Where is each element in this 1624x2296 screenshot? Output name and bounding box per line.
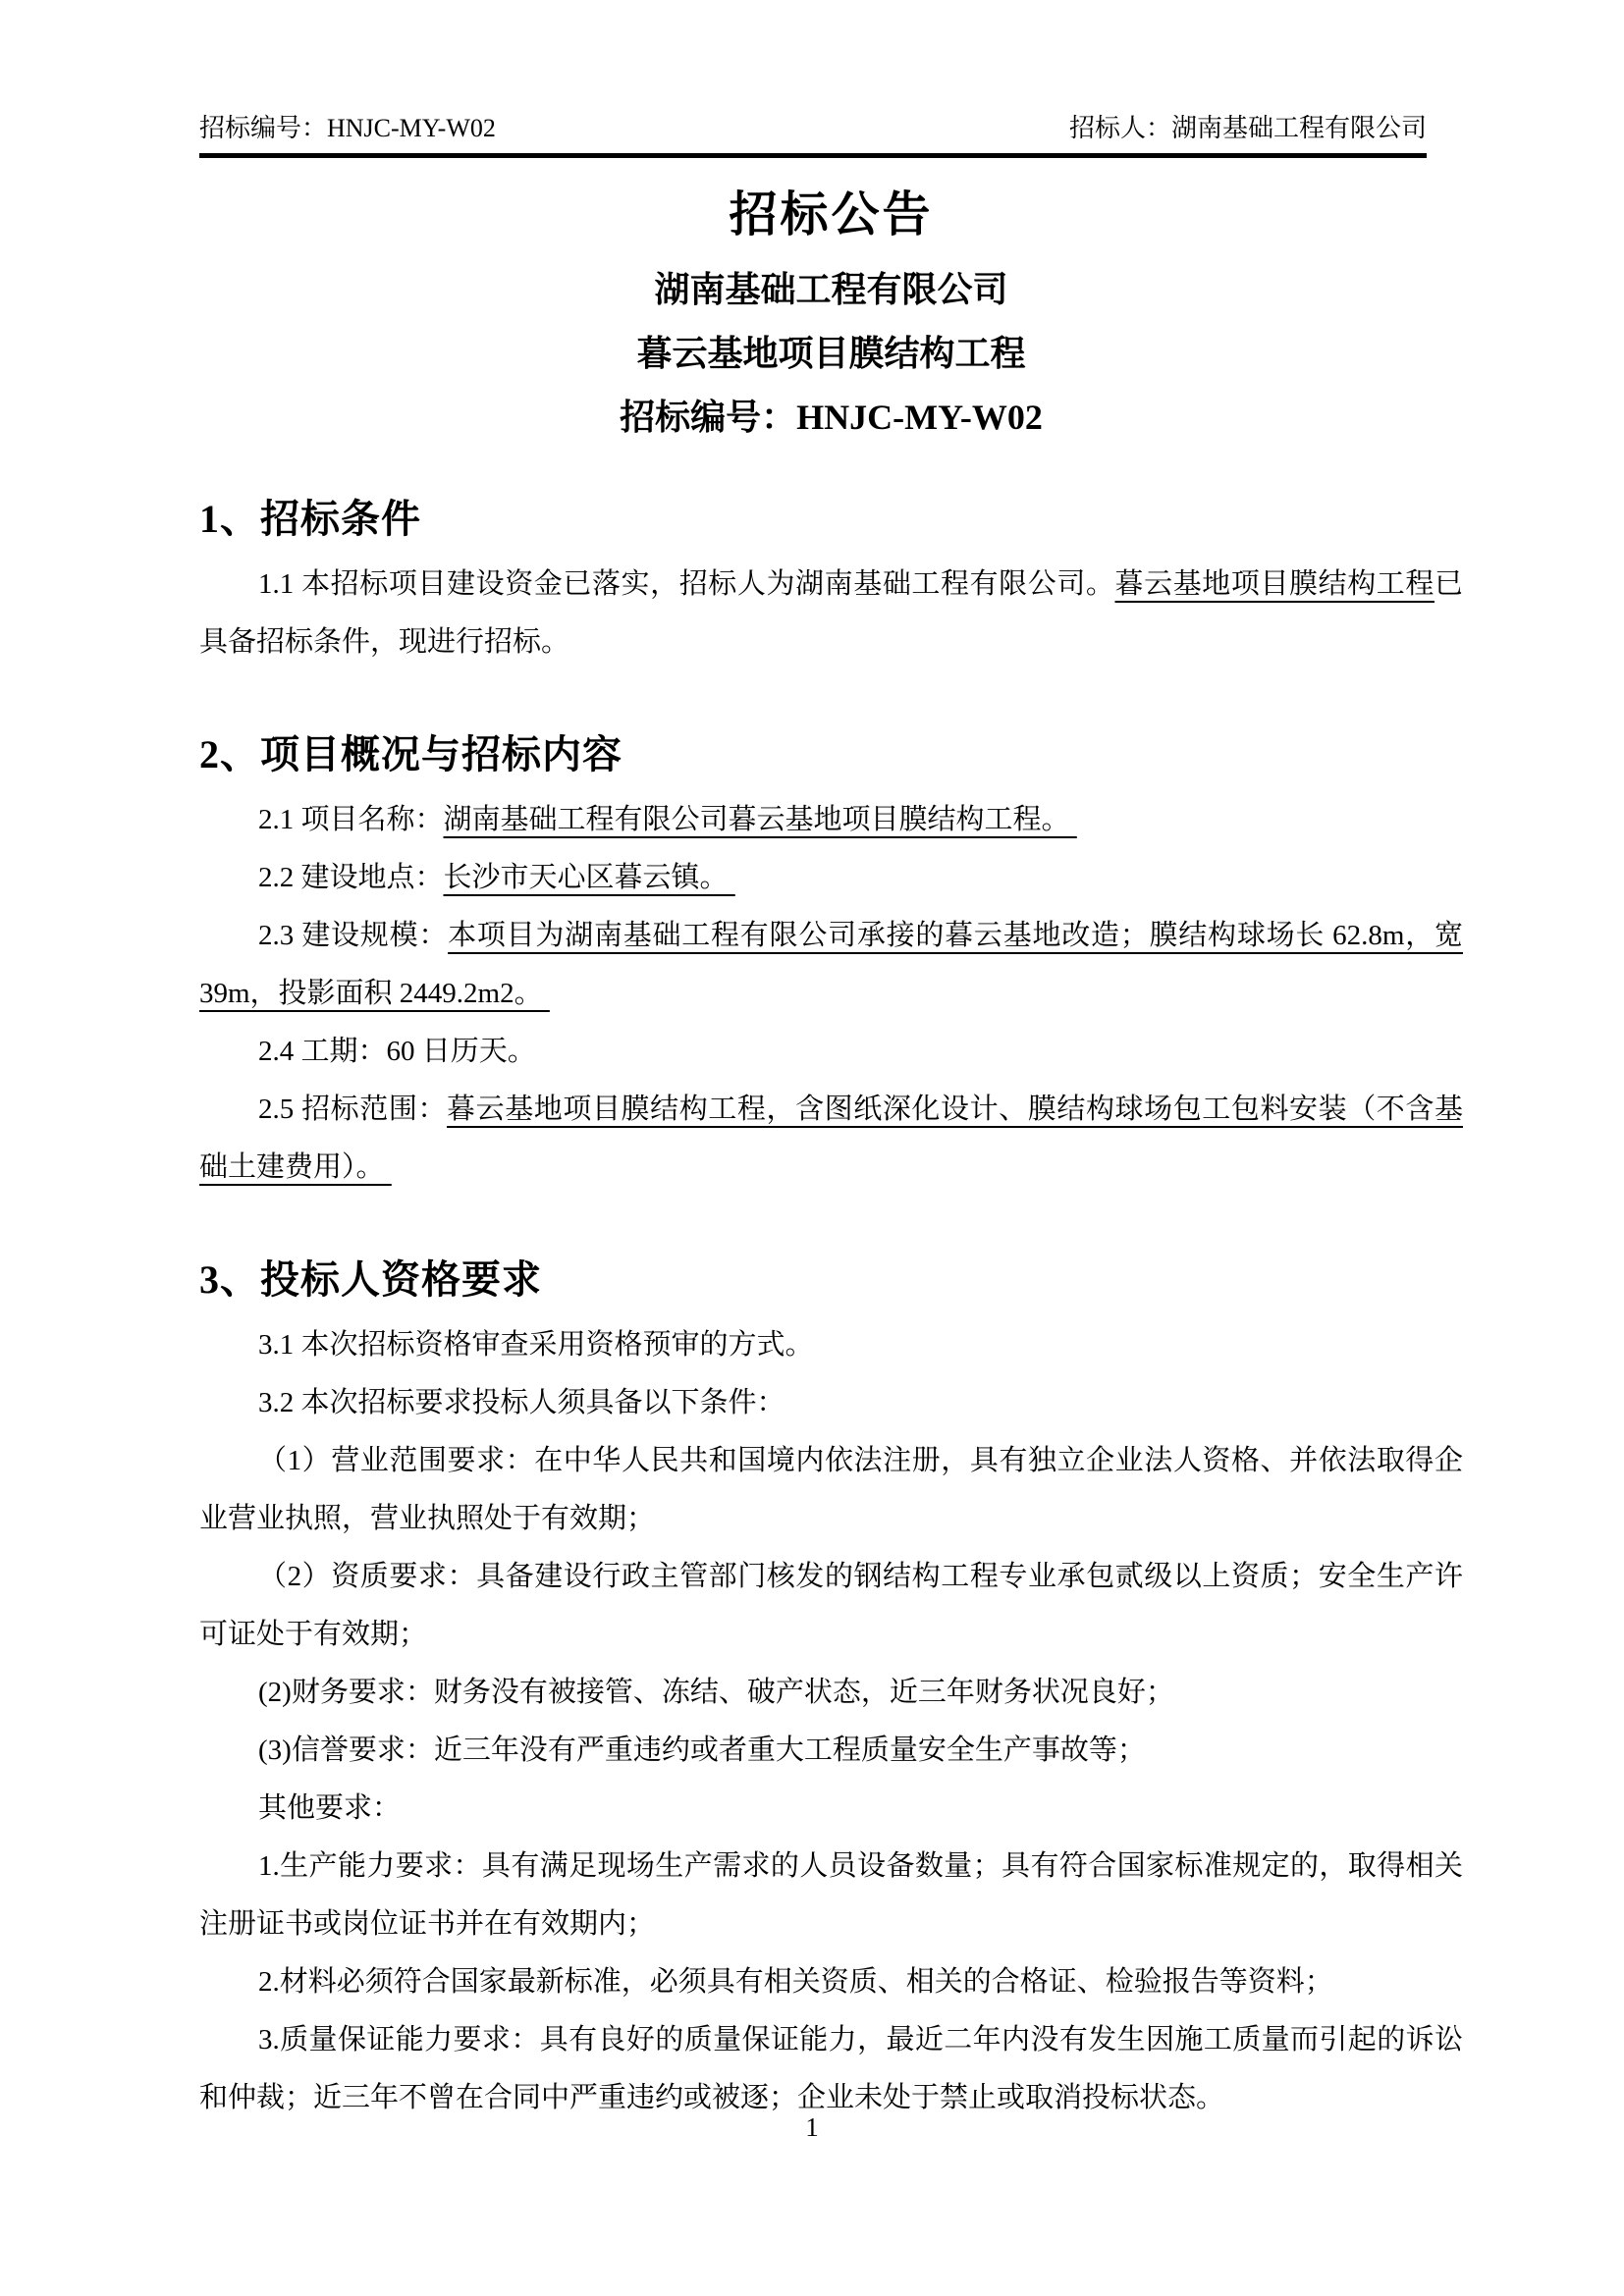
- paragraph-2-2-value: 长沙市天心区暮云镇。: [443, 862, 735, 893]
- page-number: 1: [805, 2112, 819, 2142]
- paragraph-3-2: 3.2 本次招标要求投标人须具备以下条件：: [258, 1387, 785, 1418]
- paragraph-3-2-finance: (2)财务要求：财务没有被接管、冻结、破产状态，近三年财务状况良好；: [258, 1677, 1174, 1708]
- paragraph-2-3-value: 本项目为湖南基础工程有限公司承接的暮云基地改造；膜结构球场长 62.8m，宽39m，投影面积 2449.2m2。: [199, 920, 1463, 1009]
- paragraph-3-2-capability: 1.生产能力要求：具有满足现场生产需求的人员设备数量；具有符合国家标准规定的，取得相关注册证书或岗位证书并在有效期内；: [199, 1850, 1463, 1940]
- paragraph-1-1-underlined-text: 暮云基地项目膜结构工程: [1114, 568, 1435, 600]
- section-3-heading: 3、投标人资格要求: [199, 1257, 542, 1302]
- section-2-heading: 2、项目概况与招标内容: [199, 732, 623, 776]
- paragraph-2-4: [199, 1023, 1463, 1081]
- paragraph-3-2-quality: 3.质量保证能力要求：具有良好的质量保证能力，最近二年内没有发生因施工质量而引起的诉讼和仲裁；近三年不曾在合同中严重违约或被逐；企业未处于禁止或取消投标状态。: [199, 2024, 1463, 2113]
- paragraph-3-2-other-requirements: 其他要求：: [258, 1792, 402, 1824]
- paragraph-2-2: [199, 849, 1463, 907]
- paragraph-1-1: [199, 556, 1463, 671]
- paragraph-2-5-value: 暮云基地项目膜结构工程，含图纸深化设计、膜结构球场包工包料安装（不含基础土建费用）。: [199, 1094, 1463, 1183]
- paragraph-2-3-label: 2.3 建设规模：: [258, 920, 449, 951]
- subtitle-tender-number: 招标编号：HNJC-MY-W02: [620, 398, 1043, 437]
- subtitle-project: 暮云基地项目膜结构工程: [636, 334, 1026, 373]
- paragraph-2-5: [199, 1081, 1463, 1197]
- paragraph-2-1-value: 湖南基础工程有限公司暮云基地项目膜结构工程。: [443, 804, 1077, 835]
- page-header: [199, 114, 1427, 158]
- subtitle-company: 湖南基础工程有限公司: [654, 270, 1008, 309]
- paragraph-2-5-label: 2.5 招标范围：: [258, 1094, 448, 1125]
- paragraph-2-4-label: 2.4 工期：: [258, 1036, 387, 1067]
- paragraph-2-4-value: 60 日历天。: [386, 1036, 536, 1067]
- paragraph-2-1: [199, 791, 1463, 849]
- paragraph-3-2-reputation: (3)信誉要求：近三年没有严重违约或者重大工程质量安全生产事故等；: [258, 1735, 1146, 1766]
- document-title: 招标公告: [729, 187, 934, 241]
- header-tender-number: 招标编号：HNJC-MY-W02: [199, 114, 496, 142]
- paragraph-3-1: 3.1 本次招标资格审查采用资格预审的方式。: [258, 1329, 814, 1361]
- section-1-heading: 1、招标条件: [199, 497, 421, 541]
- paragraph-3-2-condition-1: （1）营业范围要求：在中华人民共和国境内依法注册，具有独立企业法人资格、并依法取得企业营业执照，营业执照处于有效期；: [199, 1445, 1463, 1534]
- paragraph-2-2-label: 2.2 建设地点：: [258, 862, 444, 893]
- paragraph-1-1-text-end: 已具备招标条件，现进行招标。: [199, 568, 1463, 658]
- paragraph-2-1-label: 2.1 项目名称：: [258, 804, 444, 835]
- header-tenderer: 招标人：湖南基础工程有限公司: [1068, 114, 1427, 142]
- paragraph-2-3: [199, 907, 1463, 1023]
- paragraph-1-1-text: 1.1 本招标项目建设资金已落实，招标人为湖南基础工程有限公司。: [258, 568, 1115, 600]
- paragraph-3-2-materials: 2.材料必须符合国家最新标准，必须具有相关资质、相关的合格证、检验报告等资料；: [258, 1966, 1333, 1998]
- paragraph-3-2-condition-2: （2）资质要求：具备建设行政主管部门核发的钢结构工程专业承包贰级以上资质；安全生产许可证处于有效期；: [199, 1561, 1463, 1650]
